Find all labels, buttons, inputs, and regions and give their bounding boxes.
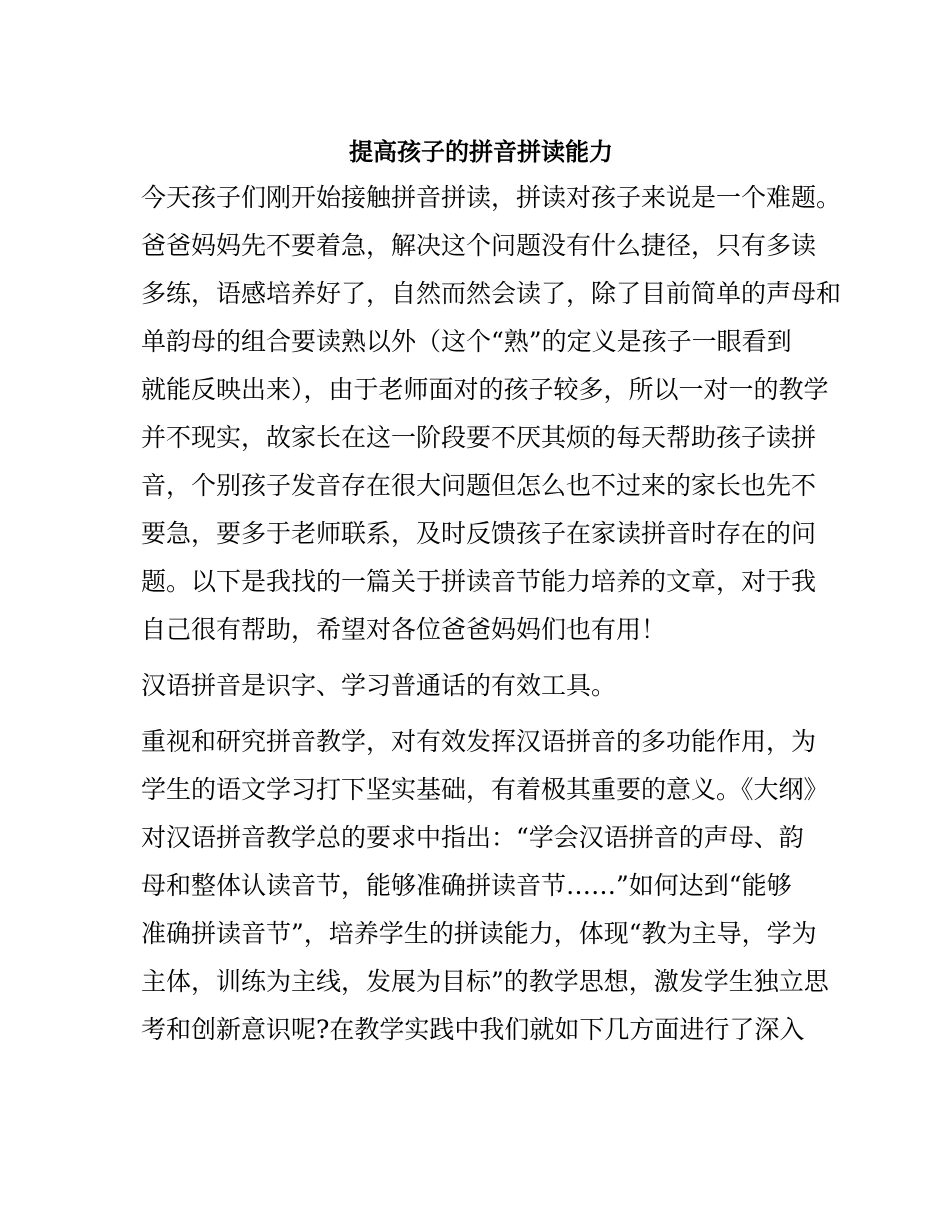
text-line: 自己很有帮助，希望对各位爸爸妈妈们也有用！ (141, 615, 667, 644)
text-line: 对汉语拼音教学总的要求中指出：“学会汉语拼音的声母、韵 (141, 823, 804, 852)
text-line: 母和整体认读音节，能够准确拼读音节……”如何达到“能够 (141, 871, 792, 900)
text-line: 题。以下是我找的一篇关于拼读音节能力培养的文章，对于我 (141, 567, 817, 596)
text-line: 要急，要多于老师联系，及时反馈孩子在家读拼音时存在的问 (141, 519, 817, 548)
text-line: 爸爸妈妈先不要着急，解决这个问题没有什么捷径，只有多读 (141, 231, 817, 260)
text-line: 单韵母的组合要读熟以外（这个“熟”的定义是孩子一眼看到 (141, 327, 792, 356)
text-line: 汉语拼音是识字、学习普通话的有效工具。 (141, 671, 617, 700)
paragraph-pinyin-tool (141, 662, 821, 710)
text-line: 音，个别孩子发音存在很大问题但怎么也不过来的家长也先不 (141, 471, 817, 500)
text-line: 多练，语感培养好了，自然而然会读了，除了目前简单的声母和 (141, 279, 842, 308)
document-title: 提高孩子的拼音拼读能力 (349, 137, 613, 166)
paragraph-intro (141, 174, 842, 654)
text-line: 就能反映出来），由于老师面对的孩子较多，所以一对一的教学 (141, 375, 829, 404)
text-line: 并不现实，故家长在这一阶段要不厌其烦的每天帮助孩子读拼 (141, 423, 817, 452)
document-body (141, 130, 842, 1054)
text-line: 准确拼读音节”，培养学生的拼读能力，体现“教为主导，学为 (141, 919, 817, 948)
text-line: 今天孩子们刚开始接触拼音拼读，拼读对孩子来说是一个难题。 (141, 183, 842, 212)
paragraph-teaching-research (141, 718, 829, 1054)
text-line: 重视和研究拼音教学，对有效发挥汉语拼音的多功能作用，为 (141, 727, 817, 756)
text-line: 学生的语文学习打下坚实基础，有着极其重要的意义。《大纲》 (141, 775, 829, 804)
text-line: 主体，训练为主线，发展为目标”的教学思想，激发学生独立思 (141, 967, 829, 996)
text-line: 考和创新意识呢?在教学实践中我们就如下几方面进行了深入 (141, 1015, 805, 1044)
